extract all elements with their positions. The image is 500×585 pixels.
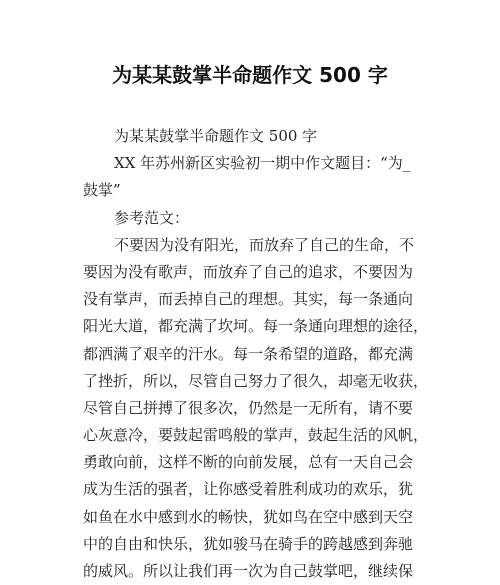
body-line: 要因为没有歌声，而放弃了自己的追求，不要因为 xyxy=(83,262,414,281)
body-line: 中的自由和快乐，犹如骏马在骑手的跨越感到奔驰 xyxy=(83,534,414,553)
body-line: 如鱼在水中感到水的畅快，犹如鸟在空中感到天空 xyxy=(83,507,414,526)
body-line: 没有掌声，而丢掉自己的理想。其实，每一条通向 xyxy=(83,290,414,309)
body-line: 参考范文： xyxy=(114,208,190,227)
document-body xyxy=(83,123,428,585)
body-line: XX 年苏州新区实验初一期中作文题目：“为_ xyxy=(114,154,411,173)
body-line: 勇敢向前，这样不断的向前发展，总有一天自己会 xyxy=(83,453,414,472)
body-line: 鼓掌” xyxy=(83,181,121,200)
body-line: 了挫折，所以，尽管自己努力了很久，却毫无收获， xyxy=(83,371,429,390)
body-line: 心灰意冷，要鼓起雷鸣般的掌声，鼓起生活的风帆， xyxy=(83,426,429,445)
body-line: 不要因为没有阳光，而放弃了自己的生命，不 xyxy=(114,235,415,254)
document-title: 为某某鼓掌半命题作文 500 字 xyxy=(112,63,388,87)
body-line: 成为生活的强者，让你感受着胜利成功的欢乐，犹 xyxy=(83,480,414,499)
body-line: 尽管自己拼搏了很多次，仍然是一无所有，请不要 xyxy=(83,398,414,417)
body-line: 都洒满了艰辛的汗水。每一条希望的道路，都充满 xyxy=(83,344,414,363)
body-line: 的威风。所以让我们再一次为自己鼓掌吧，继续保 xyxy=(83,562,414,580)
body-line: 阳光大道，都充满了坎坷。每一条通向理想的途径， xyxy=(83,317,429,336)
body-line: 为某某鼓掌半命题作文 500 字 xyxy=(114,127,318,145)
